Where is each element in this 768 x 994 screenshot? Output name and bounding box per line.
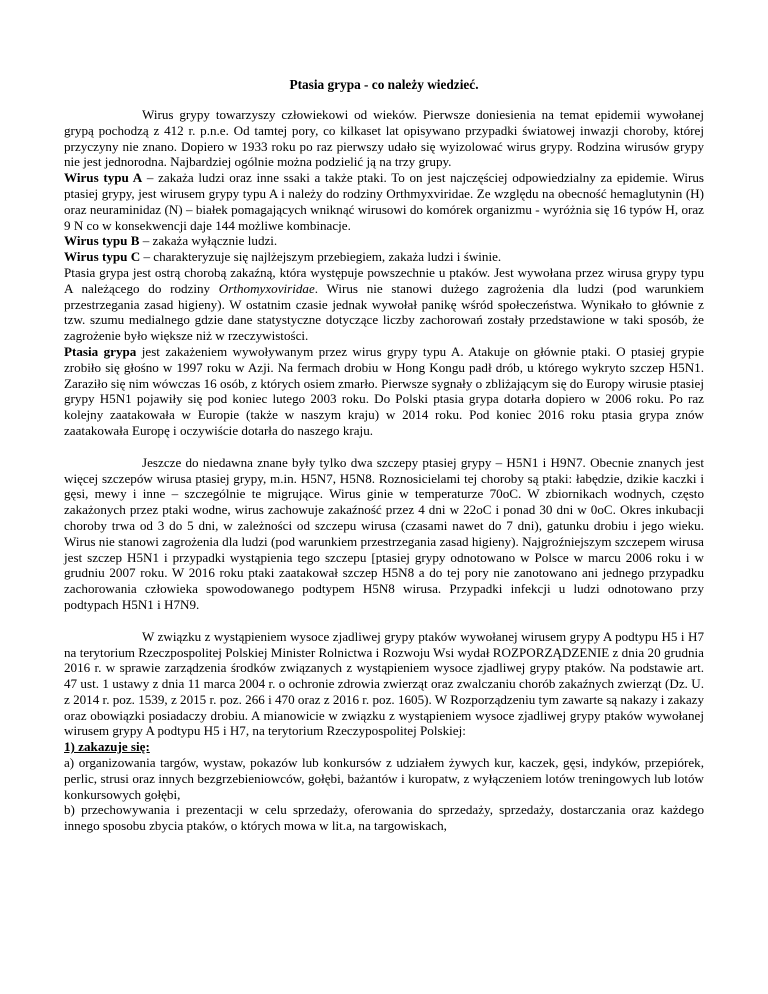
virus-type-c-text: – charakteryzuje się najlżejszym przebiegiem, zakaża ludzi i świnie. [140, 249, 502, 265]
definition-text-after: . Wirus nie stanowi dużego zagrożenia dla ludzi (pod warunkiem przestrzegania zasad higieny). W ostatnim czasie jednak wywołał panikę wśród społeczeństwa. Wynikało to głównie z tzw. szumu medialnego gdzie dane statystyczne dotyczące liczby zachorowań zostały przedstawione w taki sposób, że zagrożenie było większe niż w rzeczywistości. [64, 280, 704, 344]
bird-flu-definition-paragraph [64, 265, 704, 344]
family-name-italic: Orthomyxoviridae [218, 280, 315, 296]
virus-type-b-text: – zakaża wyłącznie ludzi. [139, 233, 278, 249]
virus-type-a-paragraph [64, 170, 704, 233]
prohibition-item-b: b) przechowywania i prezentacji w celu sprzedaży, oferowania do sprzedaży, sprzedaży, dostarczania oraz każdego innego sposobu zbycia ptaków, o których mowa w lit.a, na targowiskach, [64, 802, 704, 834]
virus-type-b-label: Wirus typu B [64, 233, 140, 249]
virus-type-c-label: Wirus typu C [64, 249, 141, 265]
history-text: jest zakażeniem wywoływanym przez wirus grypy typu A. Atakuje on głównie ptaki. O ptasiej grypie zrobiło się głośno w 1997 roku w Azji. Na fermach drobiu w Hong Kongu padł drób, u którego wykryto szczep H5N1. Zaraziło się nim wówczas 16 osób, z których osiem zmarło. Pierwsze sygnały o zbliżającym się do Europy wirusie ptasiej grypy H5N1 pojawiły się pod koniec lutego 2003 roku. Do Polski ptasia grypa dotarła dopiero w 2006 roku. Po raz kolejny zaatakowała w Europie (także w naszym kraju) w 2014 roku. Pod koniec 2016 roku ptasia grypa znów zaatakowała Europę i oczywiście dotarła do naszego kraju. [64, 343, 705, 438]
virus-type-c-paragraph [64, 249, 704, 265]
prohibition-item-a: a) organizowania targów, wystaw, pokazów lub konkursów z udziałem żywych kur, kaczek, gęsi, indyków, przepiórek, perlic, strusi oraz innych bezgrzebieniowców, gołębi, bażantów i kuropatw, z wyłączeniem lotów treningowych lub lotów konkursowych gołębi, [64, 755, 704, 802]
prohibitions-heading [64, 739, 704, 755]
bird-flu-label: Ptasia grypa [64, 343, 137, 359]
strains-paragraph: Jeszcze do niedawna znane były tylko dwa szczepy ptasiej grypy – H5N1 i H9N7. Obecnie znanych jest więcej szczepów wirusa ptasiej grypy, m.in. H5N7, H5N8. Roznosicielami tej choroby są ptaki: łabędzie, dzikie kaczki i gęsi, mewy i inne – szczególnie te migrujące. Wirus ginie w temperaturze 70oC. W zbiornikach wodnych, często zakażonych przez ptaki wodne, wirus zachowuje zakaźność przez 4 dni w 22oC i ponad 30 dni w 0oC. Okres inkubacji choroby trwa od 3 do 5 dni, w zależności od szczepu wirusa (czasami nawet do 7 dni), gatunku drobiu i jego wieku. Wirus nie stanowi zagrożenia dla ludzi (pod warunkiem przestrzegania zasad higieny). Najgroźniejszym szczepem wirusa jest szczep H5N1 i przypadki wystąpienia tego szczepu [ptasiej grypy odnotowano w Polsce w marcu 2006 roku i w grudniu 2007 roku. W 2016 roku ptaki zaatakował szczep H5N8 a do tej pory nie zanotowano ani jednego przypadku zachorowania człowieka spowodowanego podtypem H5N8 wirusa. Przypadki infekcji u ludzi odnotowano przy podtypach H5N1 i H7N9. [64, 454, 704, 612]
definition-text-before: Ptasia grypa jest ostrą chorobą zakaźną, która występuje powszechnie u ptaków. Jest wywołana przez wirusa grypy typu A należącego do rodziny [64, 264, 704, 296]
prohibitions-heading-text: 1) zakazuje się: [64, 739, 150, 755]
bird-flu-history-paragraph [64, 344, 704, 439]
document-body [64, 107, 704, 834]
virus-type-a-text: – zakaża ludzi oraz inne ssaki a także ptaki. To on jest najczęściej odpowiedzialny za epidemie. Wirus ptasiej grypy, jest wirusem grypy typu A i należy do rodziny Orthmyxviridae. Ze względu na obecność hemaglutynin (H) oraz neuraminidaz (N) – białek pomagających wniknąć wirusowi do komórek organizmu - wyróżnia się 16 typów H, oraz 9 N co w konsekwencji daje 144 możliwe kombinacje. [64, 170, 704, 233]
document-title: Ptasia grypa - co należy wiedzieć. [289, 77, 479, 92]
virus-type-b-paragraph [64, 233, 704, 249]
intro-paragraph: Wirus grypy towarzyszy człowiekowi od wieków. Pierwsze doniesienia na temat epidemii wywołanej grypą pochodzą z 412 r. p.n.e. Od tamtej pory, co kilkaset lat opisywano przypadki światowej inwazji choroby, której przyczyny nie znano. Dopiero w 1933 roku po raz pierwszy udało się wyizolować wirus grypy. Rodzina wirusów grypy nie jest jednorodna. Najbardziej ogólnie można podzielić ją na trzy grupy. [64, 107, 704, 170]
regulation-paragraph: W związku z wystąpieniem wysoce zjadliwej grypy ptaków wywołanej wirusem grypy A podtypu H5 i H7 na terytorium Rzeczpospolitej Polskiej Minister Rolnictwa i Rozwoju Wsi wydał ROZPORZĄDZENIE z dnia 20 grudnia 2016 r. w sprawie zarządzenia środków związanych z wystąpieniem wysoce zjadliwej grypy ptaków. Na podstawie art. 47 ust. 1 ustawy z dnia 11 marca 2004 r. o ochronie zdrowia zwierząt oraz zwalczaniu chorób zakaźnych zwierząt (Dz. U. z 2014 r. poz. 1539, z 2015 r. poz. 266 i 470 oraz z 2016 r. poz. 1605). W Rozporządzeniu tym zawarte są nakazy i zakazy oraz obowiązki posiadaczy drobiu. A mianowicie w związku z wystąpieniem wysoce zjadliwej grypy ptaków wywołanej wirusem grypy A podtypu H5 i H7, na terytorium Rzeczypospolitej Polskiej: [64, 628, 704, 739]
virus-type-a-label: Wirus typu A [64, 170, 143, 186]
